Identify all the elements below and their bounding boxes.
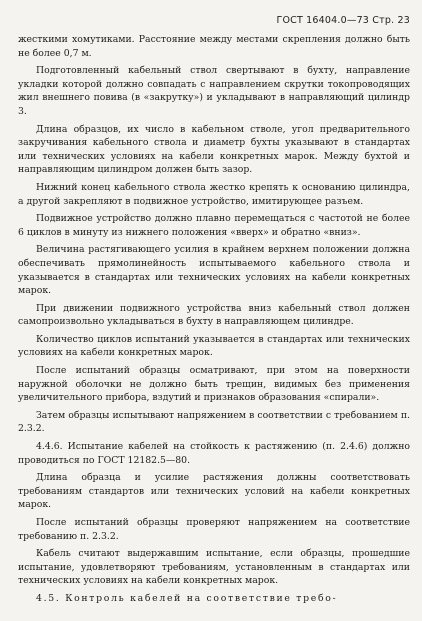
paragraph: Длина образца и усилие растяжения должны соответствовать требованиям стандартов или технических условий на кабели конкретных марок. bbox=[18, 472, 410, 511]
paragraph: Подвижное устройство должно плавно перемещаться с частотой не более 6 циклов в минуту из нижнего положения «вверх» и обратно «вниз». bbox=[18, 213, 410, 238]
document-body bbox=[18, 33, 410, 610]
paragraph: Количество циклов испытаний указывается в стандартах или технических условиях на кабели конкретных марок. bbox=[18, 333, 410, 359]
page-header: ГОСТ 16404.0—73 Стр. 23 bbox=[276, 15, 410, 26]
paragraph: Затем образцы испытывают напряжением в соответствии с требованием п. 2.3.2. bbox=[18, 409, 410, 435]
paragraph: Нижний конец кабельного ствола жестко крепять к основанию цилиндра, а другой закрепляют в подвижное устройство, имитирующее разъем. bbox=[18, 181, 410, 207]
section-heading: 4.5. Контроль кабелей на соответствие требо- bbox=[36, 592, 338, 604]
paragraph: Подготовленный кабельный ствол свертывают в бухту, направление укладки которой должно совпадать с направлением скрутки токопроводящих жил внешнего повива (в «закрутку») и укладывают в направляющий цилиндр 3. bbox=[18, 65, 410, 117]
paragraph: При движении подвижного устройства вниз кабельный ствол должен самопроизвольно укладываться в бухту в направляющем цилиндре. bbox=[18, 302, 410, 328]
paragraph: 4.4.6. Испытание кабелей на стойкость к растяжению (п. 2.4.6) должно проводиться по ГОСТ 12182.5—80. bbox=[18, 441, 410, 466]
paragraph: После испытаний образцы осматривают, при этом на поверхности наружной оболочки не должно быть трещин, видимых без применения увеличительного прибора, вздутий и признаков образования «спирали». bbox=[18, 365, 410, 404]
paragraph: Длина образцов, их число в кабельном стволе, угол предварительного закручивания кабельного ствола и диаметр бухты указывают в стандартах или технических условиях на кабели конкретных марок. Между бухтой и направляющим цилиндром должен быть зазор. bbox=[18, 123, 410, 176]
paragraph: После испытаний образцы проверяют напряжением на соответствие требованию п. 2.3.2. bbox=[18, 517, 410, 542]
paragraph: жесткими хомутиками. Расстояние между местами скрепления должно быть не более 0,7 м. bbox=[18, 34, 410, 59]
paragraph: Величина растягивающего усилия в крайнем верхнем положении должна обеспечивать прямолинейность испытываемого кабельного ствола и указывается в стандартах или технических условиях на кабели конкретных марок. bbox=[18, 244, 410, 297]
paragraph: Кабель считают выдержавшим испытание, если образцы, прошедшие испытание, удовлетворяют требованиям, установленным в стандартах или технических условиях на кабели конкретных марок. bbox=[18, 548, 410, 587]
